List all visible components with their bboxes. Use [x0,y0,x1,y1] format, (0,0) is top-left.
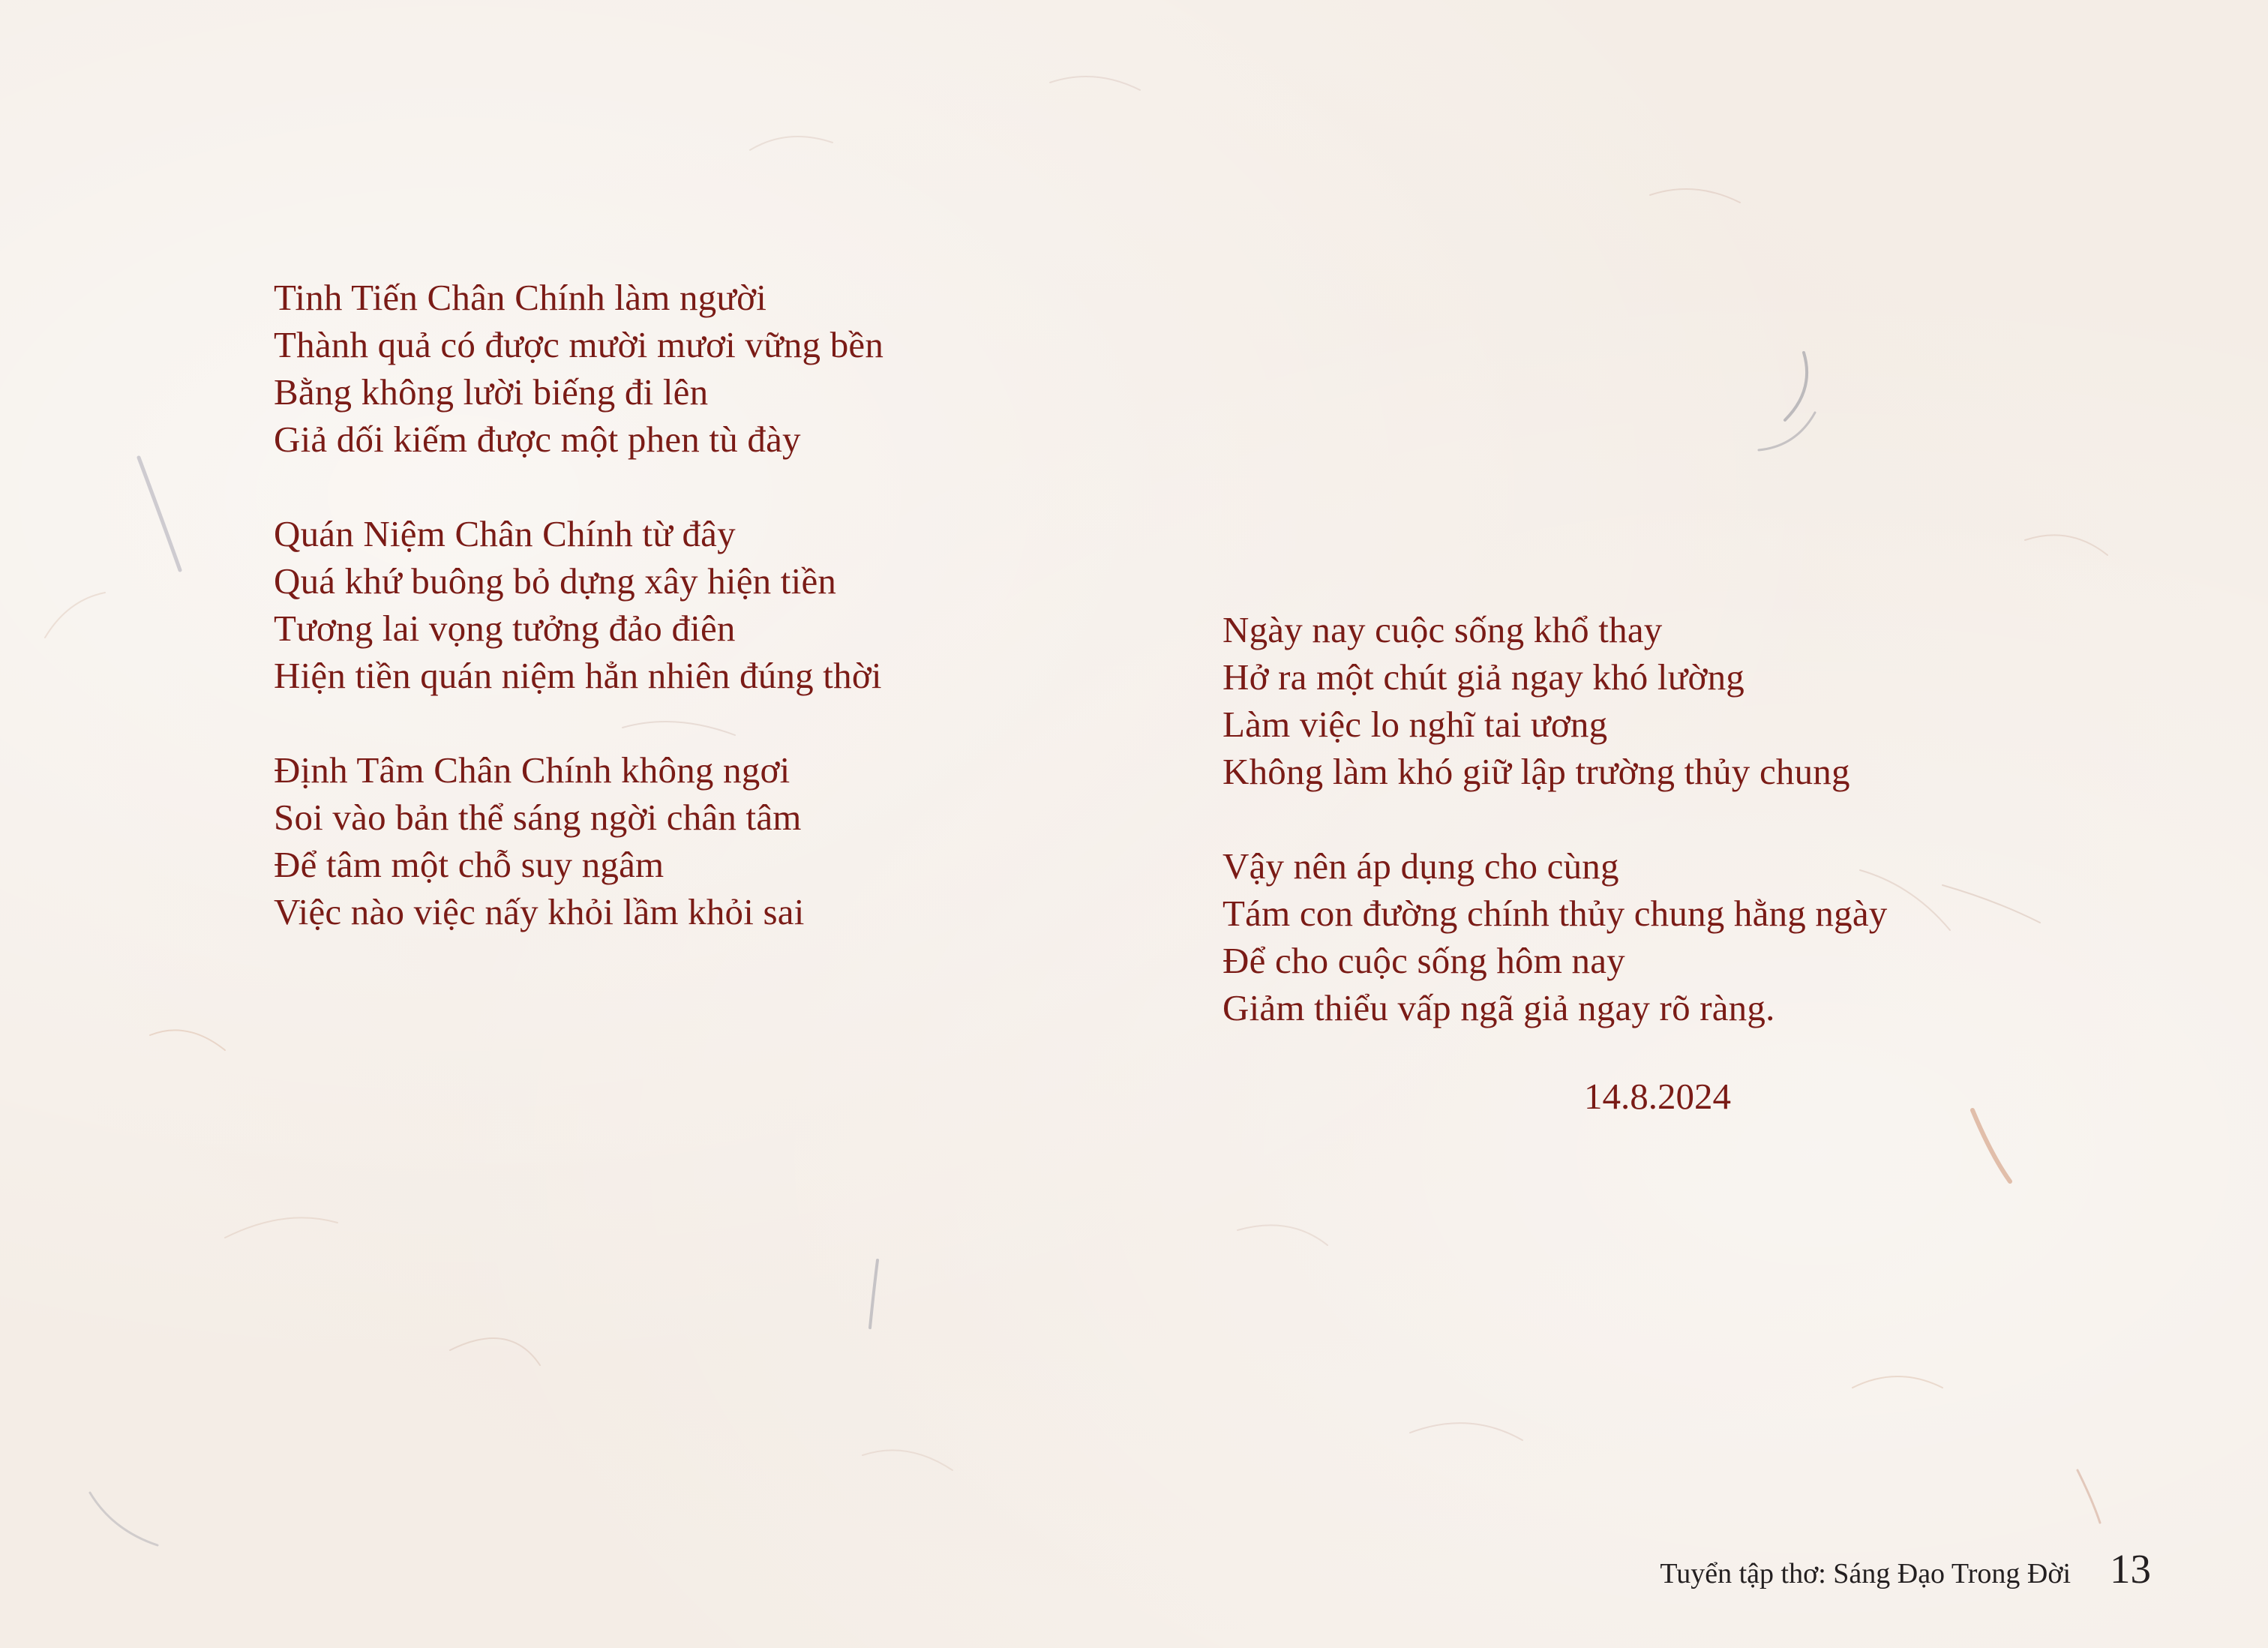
poem-line: Tương lai vọng tưởng đảo điên [274,608,736,649]
poem-line: Soi vào bản thể sáng ngời chân tâm [274,797,802,838]
poem-line: Để tâm một chỗ suy ngâm [274,844,664,885]
poem-line: Tinh Tiến Chân Chính làm người [274,277,767,318]
poem-line: Vậy nên áp dụng cho cùng [1222,845,1619,887]
page-number: 13 [2110,1546,2151,1592]
stanza-tinh-tien [274,274,1136,463]
poem-line: Tám con đường chính thủy chung hằng ngày [1222,893,1888,934]
poem-line: Hiện tiền quán niệm hẳn nhiên đúng thời [274,655,882,696]
stanza-vay-nen [1222,842,2108,1031]
page-footer [1660,1545,2151,1592]
poem-line: Quán Niệm Chân Chính từ đây [274,513,736,554]
poem-line: Ngày nay cuộc sống khổ thay [1222,609,1663,650]
poem-line: Việc nào việc nấy khỏi lầm khỏi sai [274,891,805,932]
poem-line: Hở ra một chút giả ngay khó lường [1222,656,1744,698]
book-title: Tuyển tập thơ: Sáng Đạo Trong Đời [1660,1558,2071,1589]
stanza-dinh-tam [274,746,1136,935]
poem-right-column [1222,606,2108,1031]
stanza-ngay-nay [1222,606,2108,795]
poem-line: Thành quả có được mười mươi vững bền [274,324,884,365]
poem-line: Quá khứ buông bỏ dựng xây hiện tiền [274,560,837,602]
poem-line: Giảm thiểu vấp ngã giả ngay rõ ràng. [1222,987,1775,1028]
poem-line: Giả dối kiếm được một phen tù đày [274,419,801,460]
poem-line: Để cho cuộc sống hôm nay [1222,940,1625,981]
poem-line: Không làm khó giữ lập trường thủy chung [1222,751,1850,792]
poem-left-column [274,274,1136,935]
poem-line: Định Tâm Chân Chính không ngơi [274,749,790,791]
poem-line: Làm việc lo nghĩ tai ương [1222,704,1608,745]
poem-date: 14.8.2024 [1584,1076,1731,1117]
stanza-quan-niem [274,510,1136,699]
poem-line: Bằng không lười biếng đi lên [274,371,709,413]
